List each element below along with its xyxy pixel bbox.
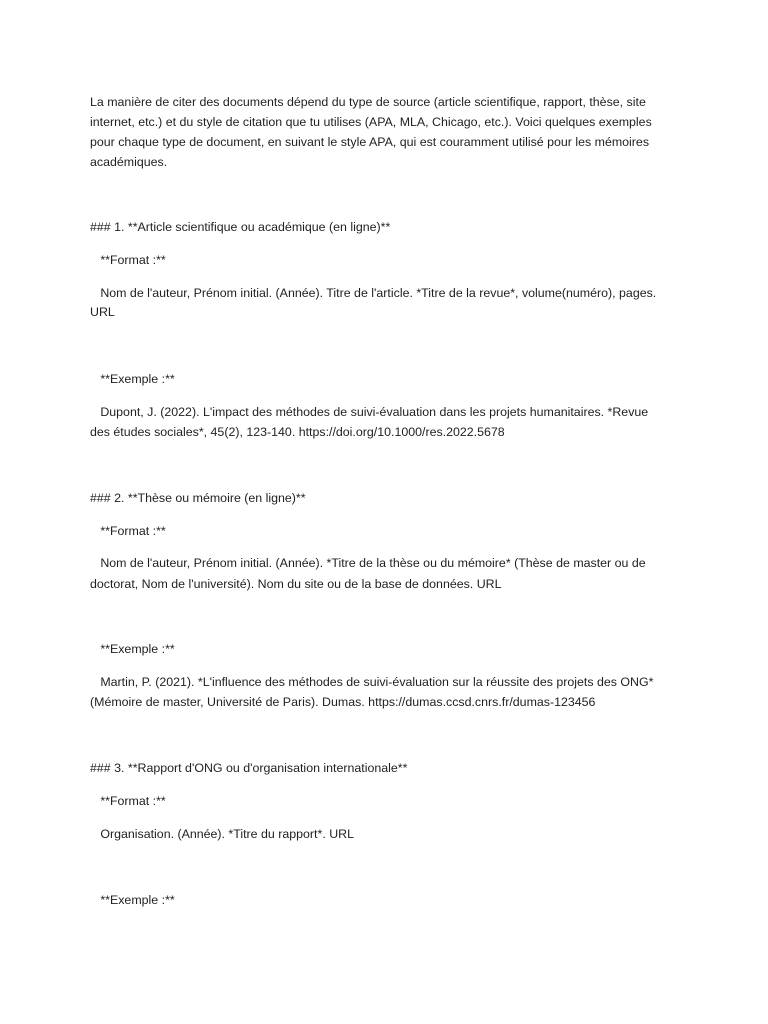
section-3-format-label: **Format :** [90,794,166,808]
section-2-format-text: doctorat, Nom de l'université). Nom du site ou de la base de données. URL [90,577,502,591]
section-1-heading: ### 1. **Article scientifique ou académique (en ligne)** [90,220,391,234]
intro-line: La manière de citer des documents dépend du type de source (article scientifique, rapport, thèse, site [90,95,646,109]
section-3-format-text: Organisation. (Année). *Titre du rapport*. URL [90,827,354,841]
section-1-example-text: des études sociales*, 45(2), 123-140. https://doi.org/10.1000/res.2022.5678 [90,425,505,439]
section-3-example-label: **Exemple :** [90,893,175,907]
section-1-format-text: URL [90,305,115,319]
section-2-example-text: (Mémoire de master, Université de Paris). Dumas. https://dumas.ccsd.cnrs.fr/dumas-123456 [90,695,596,709]
section-2-heading: ### 2. **Thèse ou mémoire (en ligne)** [90,491,306,505]
section-1-format-label: **Format :** [90,253,166,267]
intro-line: internet, etc.) et du style de citation que tu utilises (APA, MLA, Chicago, etc.). Voici quelques exemples [90,115,652,129]
section-1-example-text: Dupont, J. (2022). L'impact des méthodes de suivi-évaluation dans les projets humanitaires. *Revue [90,405,649,419]
section-2-format-label: **Format :** [90,524,166,538]
section-2-example-text: Martin, P. (2021). *L'influence des méthodes de suivi-évaluation sur la réussite des projets des ONG* [90,675,654,689]
section-2-format-text: Nom de l'auteur, Prénom initial. (Année). *Titre de la thèse ou du mémoire* (Thèse de master ou de [90,556,646,570]
section-3-heading: ### 3. **Rapport d'ONG ou d'organisation internationale** [90,761,408,775]
section-2-example-label: **Exemple :** [90,642,175,656]
section-1-format-text: Nom de l'auteur, Prénom initial. (Année). Titre de l'article. *Titre de la revue*, volume(numéro), pages. [90,286,657,300]
intro-line: académiques. [90,155,168,169]
intro-line: pour chaque type de document, en suivant le style APA, qui est couramment utilisé pour les mémoires [90,135,650,149]
section-1-example-label: **Exemple :** [90,372,175,386]
